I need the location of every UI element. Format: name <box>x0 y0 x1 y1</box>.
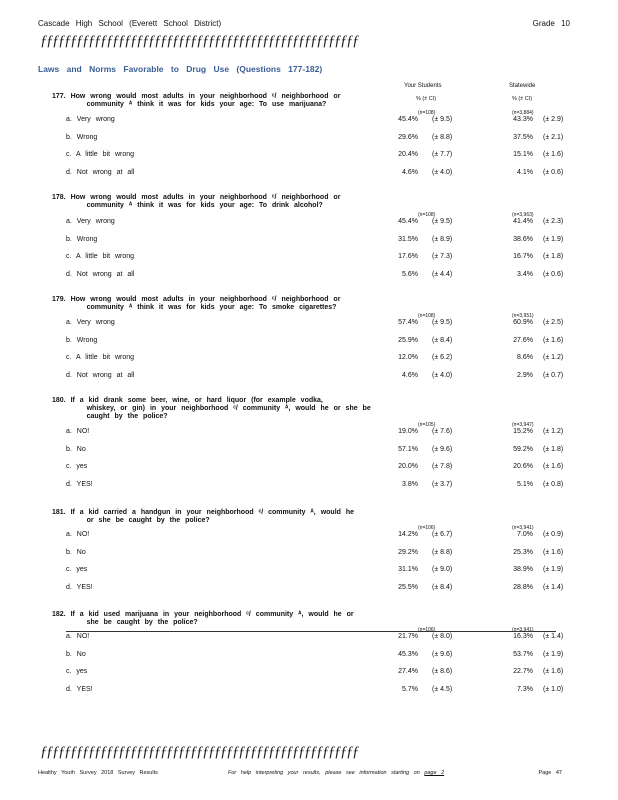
answer-row <box>0 354 618 364</box>
statewide-percent: 37.5% <box>513 133 533 141</box>
statewide-ci: (± 0.7) <box>543 371 564 379</box>
statewide-ci: (± 2.5) <box>543 319 564 326</box>
local-ci: (± 7.3) <box>432 253 453 260</box>
local-percent: 17.6% <box>398 253 418 260</box>
statewide-percent: 27.6% <box>513 336 533 344</box>
local-percent: 57.4% <box>398 319 418 326</box>
local-percent: 3.8% <box>402 480 418 488</box>
col-sub-left: % (± CI) <box>416 96 437 102</box>
answer-row <box>0 253 618 263</box>
question-text: 178. How wrong would most adults in your neighborhood ᶜ/ neighborhood or community ᴬ think it was for kids your age: To drink alcohol? <box>52 194 341 209</box>
answer-label: b. Wrong <box>66 235 98 243</box>
grade-label: Grade 10 <box>532 19 570 28</box>
answer-label: b. No <box>66 445 86 453</box>
local-percent: 5.6% <box>402 270 418 278</box>
local-percent: 29.6% <box>398 133 418 141</box>
answer-row <box>0 463 618 473</box>
answer-row <box>0 169 618 179</box>
answer-row <box>0 151 618 161</box>
statewide-percent: 43.3% <box>513 116 533 123</box>
sample-size-statewide: (n=3,963) <box>512 212 534 218</box>
answer-row <box>0 372 618 382</box>
statewide-ci: (± 1.4) <box>543 583 564 591</box>
statewide-percent: 3.4% <box>517 270 533 278</box>
local-ci: (± 6.7) <box>432 531 453 538</box>
sample-size-local: (n=106) <box>418 525 436 531</box>
local-percent: 12.0% <box>398 354 418 361</box>
answer-label: c. yes <box>66 463 88 470</box>
statewide-percent: 28.8% <box>513 583 533 591</box>
sample-size-local: (n=108) <box>418 110 436 116</box>
school-header: Cascade High School (Everett School District) <box>38 19 222 28</box>
statewide-ci: (± 1.4) <box>543 633 564 640</box>
answer-label: c. yes <box>66 668 88 675</box>
local-percent: 4.6% <box>402 168 418 176</box>
statewide-percent: 25.3% <box>513 548 533 556</box>
local-percent: 20.4% <box>398 151 418 158</box>
answer-label: d. YES! <box>66 685 93 693</box>
footer-help-text <box>228 770 444 776</box>
local-percent: 14.2% <box>398 531 418 538</box>
local-ci: (± 4.0) <box>432 168 453 176</box>
local-ci: (± 7.8) <box>432 463 453 470</box>
statewide-ci: (± 1.6) <box>543 668 564 675</box>
sample-size-statewide: (n=3,941) <box>512 627 534 633</box>
statewide-percent: 41.4% <box>513 218 533 225</box>
statewide-ci: (± 1.8) <box>543 445 564 453</box>
statewide-ci: (± 1.9) <box>543 650 564 658</box>
col-header-your-students: Your Students <box>404 83 442 89</box>
answer-row <box>0 686 618 696</box>
statewide-percent: 16.7% <box>513 253 533 260</box>
statewide-ci: (± 2.3) <box>543 218 564 225</box>
answer-label: c. A little bit wrong <box>66 354 135 361</box>
statewide-percent: 38.6% <box>513 235 533 243</box>
statewide-percent: 53.7% <box>513 650 533 658</box>
statewide-ci: (± 2.9) <box>543 116 564 123</box>
local-ci: (± 4.5) <box>432 685 453 693</box>
statewide-ci: (± 1.9) <box>543 235 564 243</box>
answer-row <box>0 134 618 144</box>
local-ci: (± 4.4) <box>432 270 453 278</box>
answer-row <box>0 481 618 491</box>
local-ci: (± 4.0) <box>432 371 453 379</box>
statewide-ci: (± 1.6) <box>543 151 564 158</box>
answer-label: b. No <box>66 650 86 658</box>
statewide-percent: 59.2% <box>513 445 533 453</box>
local-percent: 29.2% <box>398 548 418 556</box>
statewide-percent: 15.1% <box>513 151 533 158</box>
question-text: 179. How wrong would most adults in your neighborhood ᶜ/ neighborhood or community ᴬ think it was for kids your age: To smoke cigarettes? <box>52 296 341 311</box>
statewide-percent: 5.1% <box>517 480 533 488</box>
statewide-percent: 15.2% <box>513 428 533 435</box>
local-ci: (± 7.7) <box>432 151 453 158</box>
statewide-percent: 7.0% <box>517 531 533 538</box>
local-ci: (± 8.0) <box>432 633 453 640</box>
local-percent: 45.4% <box>398 218 418 225</box>
local-percent: 5.7% <box>402 685 418 693</box>
statewide-ci: (± 1.0) <box>543 685 564 693</box>
statewide-percent: 2.9% <box>517 371 533 379</box>
answer-label: a. Very wrong <box>66 218 115 225</box>
question-text: 182. If a kid used marijuana in your neighborhood ᶜ/ community ᴬ, would he or she be caught by the police? <box>52 611 354 626</box>
statewide-percent: 4.1% <box>517 168 533 176</box>
statewide-percent: 7.3% <box>517 685 533 693</box>
answer-label: b. No <box>66 548 86 556</box>
answer-label: b. Wrong <box>66 336 98 344</box>
sample-size-statewide: (n=3,951) <box>512 313 534 319</box>
answer-label: d. YES! <box>66 583 93 591</box>
statewide-ci: (± 1.8) <box>543 253 564 260</box>
answer-row <box>0 319 618 329</box>
col-header-statewide: Statewide <box>509 83 536 89</box>
local-ci: (± 8.4) <box>432 583 453 591</box>
statewide-ci: (± 0.8) <box>543 480 564 488</box>
answer-row <box>0 271 618 281</box>
answer-row <box>0 668 618 678</box>
local-percent: 57.1% <box>398 445 418 453</box>
local-percent: 20.0% <box>398 463 418 470</box>
local-percent: 27.4% <box>398 668 418 675</box>
question-text: 180. If a kid drank some beer, wine, or hard liquor (for example vodka, whiskey, or gin) in your neighborhood ᶜ/ community ᴬ, would he or she be caught by the police? <box>52 397 371 420</box>
statewide-percent: 16.3% <box>513 633 533 640</box>
local-percent: 45.4% <box>398 116 418 123</box>
table-rule <box>66 631 556 632</box>
statewide-ci: (± 1.6) <box>543 463 564 470</box>
statewide-ci: (± 1.6) <box>543 548 564 556</box>
sample-size-local: (n=108) <box>418 212 436 218</box>
answer-row <box>0 549 618 559</box>
statewide-ci: (± 1.2) <box>543 428 564 435</box>
statewide-percent: 20.6% <box>513 463 533 470</box>
answer-label: c. A little bit wrong <box>66 151 135 158</box>
local-ci: (± 7.6) <box>432 428 453 435</box>
statewide-ci: (± 1.6) <box>543 336 564 344</box>
local-percent: 31.5% <box>398 235 418 243</box>
answer-row <box>0 428 618 438</box>
answer-row <box>0 337 618 347</box>
bottom-decorative-rule: ƒƒƒƒƒƒƒƒƒƒƒƒƒƒƒƒƒƒƒƒƒƒƒƒƒƒƒƒƒƒƒƒƒƒƒƒƒƒƒƒƒƒƒƒƒƒƒƒƒƒƒƒƒ <box>40 744 358 760</box>
local-percent: 21.7% <box>398 633 418 640</box>
statewide-ci: (± 1.2) <box>543 354 564 361</box>
answer-label: a. NO! <box>66 428 90 435</box>
answer-label: d. Not wrong at all <box>66 371 135 379</box>
page-number: Page 47 <box>538 770 562 776</box>
answer-row <box>0 116 618 126</box>
local-ci: (± 8.8) <box>432 133 453 141</box>
statewide-percent: 8.6% <box>517 354 533 361</box>
statewide-ci: (± 0.6) <box>543 168 564 176</box>
local-ci: (± 9.5) <box>432 116 453 123</box>
footer-survey-name: Healthy Youth Survey 2018 Survey Results <box>38 770 158 776</box>
col-sub-right: % (± CI) <box>512 96 533 102</box>
statewide-percent: 22.7% <box>513 668 533 675</box>
question-text: 177. How wrong would most adults in your neighborhood ᶜ/ neighborhood or community ᴬ think it was for kids your age: To use marijuana? <box>52 93 341 108</box>
statewide-percent: 60.9% <box>513 319 533 326</box>
local-percent: 4.6% <box>402 371 418 379</box>
local-percent: 45.3% <box>398 650 418 658</box>
answer-row <box>0 531 618 541</box>
answer-row <box>0 633 618 643</box>
local-percent: 25.9% <box>398 336 418 344</box>
answer-label: b. Wrong <box>66 133 98 141</box>
local-ci: (± 9.6) <box>432 445 453 453</box>
sample-size-local: (n=105) <box>418 422 436 428</box>
local-ci: (± 9.0) <box>432 566 453 573</box>
local-percent: 31.1% <box>398 566 418 573</box>
local-ci: (± 9.6) <box>432 650 453 658</box>
answer-row <box>0 446 618 456</box>
local-ci: (± 8.6) <box>432 668 453 675</box>
statewide-percent: 38.9% <box>513 566 533 573</box>
sample-size-local: (n=108) <box>418 313 436 319</box>
question-text: 181. If a kid carried a handgun in your neighborhood ᶜ/ community ᴬ, would he or she be caught by the police? <box>52 509 355 524</box>
footer-help-message: For help interpreting your results, please see information starting on <box>228 770 420 776</box>
answer-row <box>0 651 618 661</box>
local-ci: (± 8.9) <box>432 235 453 243</box>
answer-label: a. Very wrong <box>66 116 115 123</box>
answer-label: c. A little bit wrong <box>66 253 135 260</box>
local-ci: (± 6.2) <box>432 354 453 361</box>
answer-label: d. Not wrong at all <box>66 168 135 176</box>
footer-page-link[interactable]: page 2 <box>424 770 445 776</box>
statewide-ci: (± 2.1) <box>543 133 564 141</box>
answer-label: a. Very wrong <box>66 319 115 326</box>
answer-row <box>0 236 618 246</box>
sample-size-statewide: (n=3,884) <box>512 110 534 116</box>
sample-size-local: (n=106) <box>418 627 436 633</box>
statewide-ci: (± 1.9) <box>543 566 564 573</box>
section-title: Laws and Norms Favorable to Drug Use (Questions 177-182) <box>38 64 323 74</box>
answer-row <box>0 584 618 594</box>
local-ci: (± 9.5) <box>432 319 453 326</box>
statewide-ci: (± 0.6) <box>543 270 564 278</box>
answer-label: d. YES! <box>66 480 93 488</box>
answer-label: a. NO! <box>66 531 90 538</box>
local-ci: (± 8.4) <box>432 336 453 344</box>
answer-label: c. yes <box>66 566 88 573</box>
local-percent: 19.0% <box>398 428 418 435</box>
statewide-ci: (± 0.9) <box>543 531 564 538</box>
sample-size-statewide: (n=3,947) <box>512 422 534 428</box>
answer-row <box>0 218 618 228</box>
local-ci: (± 8.8) <box>432 548 453 556</box>
local-ci: (± 3.7) <box>432 480 453 488</box>
answer-label: d. Not wrong at all <box>66 270 135 278</box>
top-decorative-rule: ƒƒƒƒƒƒƒƒƒƒƒƒƒƒƒƒƒƒƒƒƒƒƒƒƒƒƒƒƒƒƒƒƒƒƒƒƒƒƒƒƒƒƒƒƒƒƒƒƒƒƒƒƒ <box>40 33 358 49</box>
sample-size-statewide: (n=3,941) <box>512 525 534 531</box>
local-ci: (± 9.5) <box>432 218 453 225</box>
local-percent: 25.5% <box>398 583 418 591</box>
answer-row <box>0 566 618 576</box>
answer-label: a. NO! <box>66 633 90 640</box>
